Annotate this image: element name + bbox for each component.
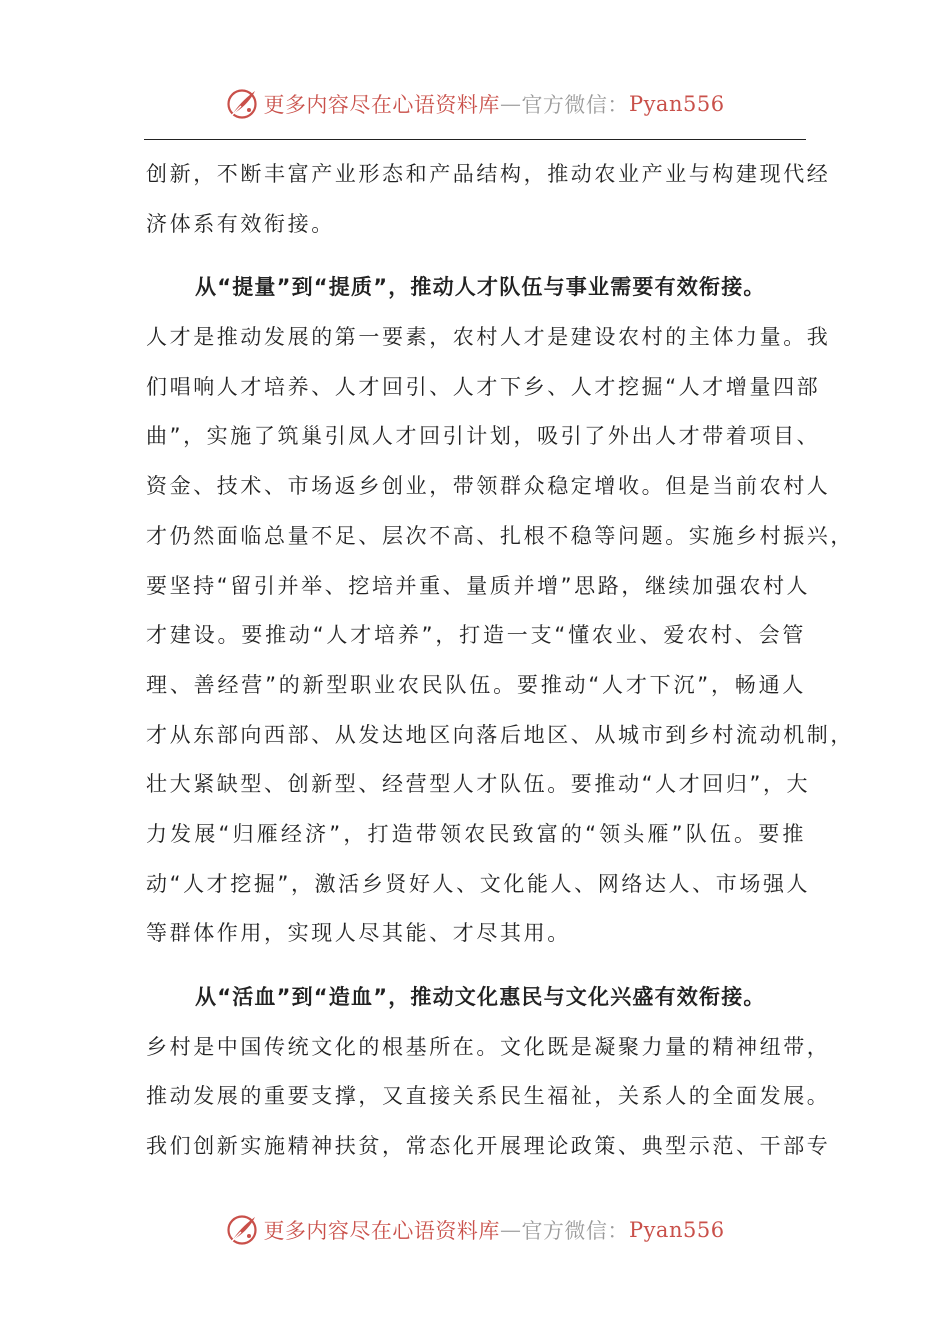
watermark-dash: — bbox=[499, 1218, 522, 1242]
watermark-dash: — bbox=[499, 92, 522, 116]
quill-logo-icon bbox=[225, 1213, 259, 1247]
watermark-label: 官方微信： bbox=[521, 93, 629, 117]
header-rule bbox=[144, 139, 806, 140]
text-line: 乡村是中国传统文化的根基所在。文化既是凝聚力量的精神纽带， bbox=[146, 1034, 831, 1059]
watermark-main-text: 更多内容尽在心语资料库 bbox=[263, 93, 500, 117]
watermark-main-text: 更多内容尽在心语资料库 bbox=[263, 1219, 500, 1243]
watermark-label: 官方微信： bbox=[521, 1219, 629, 1243]
text-line: 们唱响人才培养、人才回引、人才下乡、人才挖掘“人才增量四部 bbox=[146, 374, 821, 399]
quill-logo-icon bbox=[225, 87, 259, 121]
text-line: 曲”，实施了筑巢引凤人才回引计划，吸引了外出人才带着项目、 bbox=[146, 424, 821, 449]
section-heading-talent: 从“提量”到“提质”，推动人才队伍与事业需要有效衔接。 bbox=[195, 275, 766, 300]
text-line: 人才是推动发展的第一要素，农村人才是建设农村的主体力量。我 bbox=[146, 325, 831, 350]
text-line: 等群体作用，实现人尽其能、才尽其用。 bbox=[146, 921, 571, 946]
header-watermark bbox=[0, 84, 950, 124]
text-line: 理、善经营”的新型职业农民队伍。要推动“人才下沉”，畅通人 bbox=[146, 672, 806, 697]
text-line: 济体系有效衔接。 bbox=[146, 211, 335, 236]
watermark-id: Pyan556 bbox=[628, 92, 725, 116]
text-line: 动“人才挖掘”，激活乡贤好人、文化能人、网络达人、市场强人 bbox=[146, 871, 811, 896]
text-line: 推动发展的重要支撑，又直接关系民生福祉，关系人的全面发展。 bbox=[146, 1084, 831, 1109]
text-line: 才仍然面临总量不足、层次不高、扎根不稳等问题。实施乡村振兴， bbox=[146, 523, 854, 548]
text-line: 要坚持“留引并举、挖培并重、量质并增”思路，继续加强农村人 bbox=[146, 573, 811, 598]
text-line: 才建设。要推动“人才培养”，打造一支“懂农业、爱农村、会管 bbox=[146, 623, 806, 648]
footer-watermark bbox=[0, 1210, 950, 1250]
text-line: 才从东部向西部、从发达地区向落后地区、从城市到乡村流动机制， bbox=[146, 722, 854, 747]
text-line: 我们创新实施精神扶贫，常态化开展理论政策、典型示范、干部专 bbox=[146, 1134, 831, 1159]
text-line: 壮大紧缺型、创新型、经营型人才队伍。要推动“人才回归”，大 bbox=[146, 772, 811, 797]
text-line: 创新，不断丰富产业形态和产品结构，推动农业产业与构建现代经 bbox=[146, 162, 831, 186]
text-line: 资金、技术、市场返乡创业，带领群众稳定增收。但是当前农村人 bbox=[146, 474, 831, 499]
article-body bbox=[146, 150, 854, 1172]
section-heading-culture: 从“活血”到“造血”，推动文化惠民与文化兴盛有效衔接。 bbox=[195, 985, 766, 1009]
watermark-id: Pyan556 bbox=[628, 1218, 725, 1242]
text-line: 力发展“归雁经济”，打造带领农民致富的“领头雁”队伍。要推 bbox=[146, 821, 806, 846]
